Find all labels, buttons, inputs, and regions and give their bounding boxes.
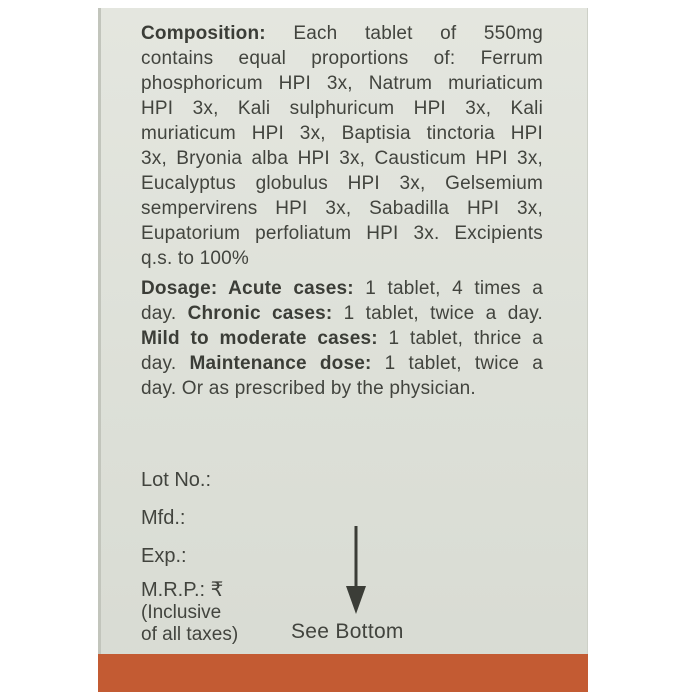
text-line: q.s. to 100% (141, 248, 250, 269)
text-line: Dosage: Acute cases: 1 tablet, 4 times a (141, 278, 544, 299)
dosage-paragraph (141, 276, 543, 401)
text-line: Composition: Each tablet of 550mg (141, 23, 543, 44)
text-line: Eucalyptus globulus HPI 3x, Gelsemium (141, 173, 543, 194)
text-line: day. Or as prescribed by the physician. (141, 378, 476, 399)
text-line: day. Maintenance dose: 1 tablet, twice a (141, 353, 544, 374)
mrp-block (141, 578, 238, 646)
mrp-inclusive-note-line2: of all taxes) (141, 624, 239, 645)
composition-paragraph (141, 21, 543, 271)
mrp-label: M.R.P.: ₹ (141, 579, 224, 601)
text-line: Mild to moderate cases: 1 tablet, thrice a (141, 328, 543, 349)
mfd-field: Mfd.: (141, 507, 186, 529)
text-line: day. Chronic cases: 1 tablet, twice a day. (141, 303, 543, 324)
mrp-inclusive-note-line1: (Inclusive (141, 602, 222, 623)
medicine-label (98, 8, 588, 692)
see-bottom-label: See Bottom (291, 620, 404, 643)
orange-band (98, 654, 588, 692)
down-arrow-icon (343, 526, 369, 614)
text-line: 3x, Bryonia alba HPI 3x, Causticum HPI 3x, (141, 148, 543, 169)
text-line: Eupatorium perfoliatum HPI 3x. Excipients (141, 223, 543, 244)
text-line: muriaticum HPI 3x, Baptisia tinctoria HPI (141, 123, 543, 144)
exp-field: Exp.: (141, 545, 187, 567)
lot-no-field: Lot No.: (141, 469, 212, 491)
text-line: sempervirens HPI 3x, Sabadilla HPI 3x, (141, 198, 543, 219)
text-line: HPI 3x, Kali sulphuricum HPI 3x, Kali (141, 98, 543, 119)
text-line: phosphoricum HPI 3x, Natrum muriaticum (141, 73, 543, 94)
text-line: contains equal proportions of: Ferrum (141, 48, 543, 69)
